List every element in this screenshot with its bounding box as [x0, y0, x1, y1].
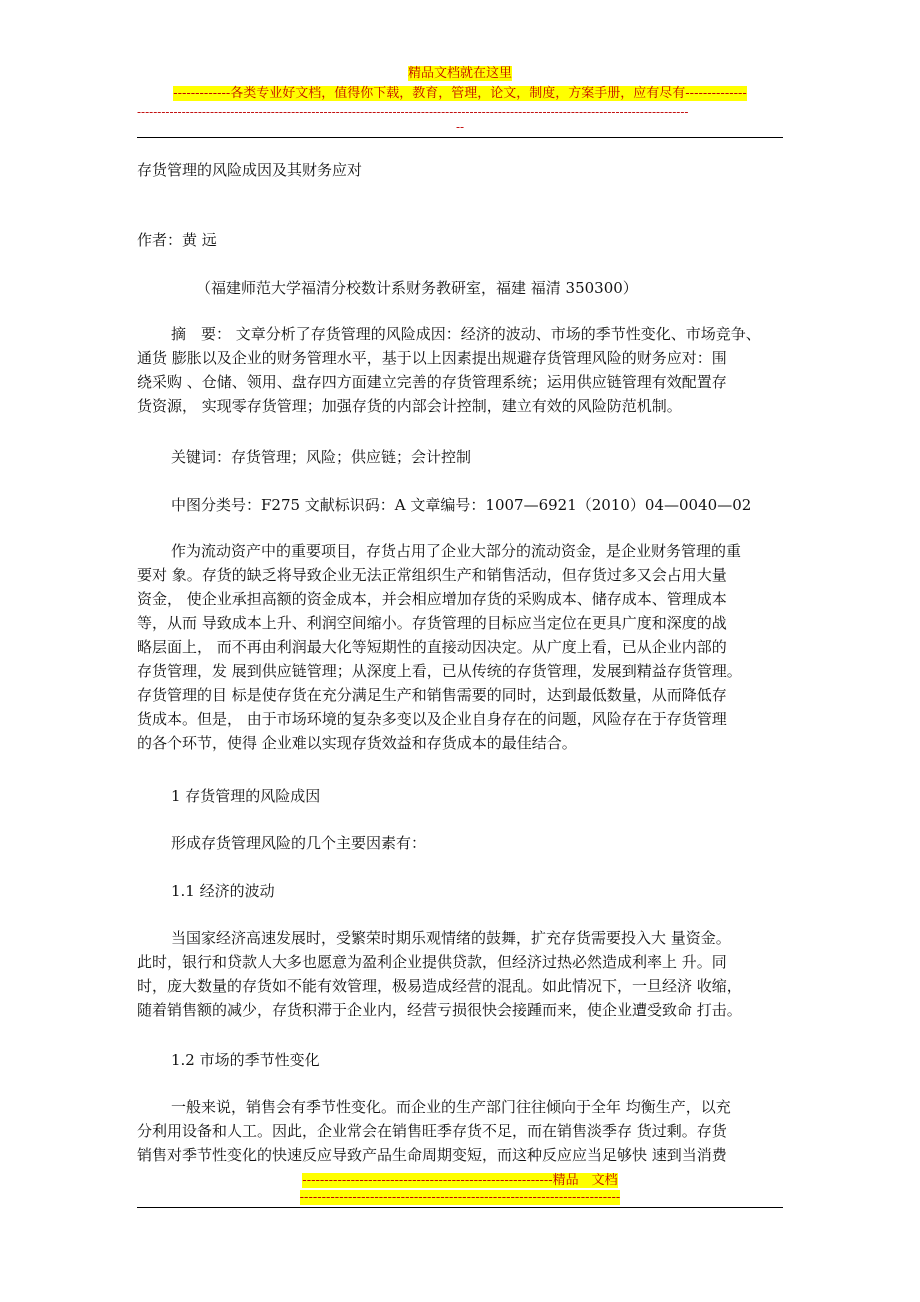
paragraph-line: 货成本。但是， 由于市场环境的复杂多变以及企业自身存在的问题，风险存在于存货管理 [137, 710, 727, 728]
paragraph-line: 一般来说，销售会有季节性变化。而企业的生产部门往往倾向于全年 均衡生产，以充 [171, 1098, 731, 1116]
footer-rule [137, 1207, 783, 1208]
section-intro: 形成存货管理风险的几个主要因素有： [171, 834, 427, 852]
abstract-line: 通货 膨胀以及企业的财务管理水平，基于以上因素提出规避存货管理风险的财务应对：围 [137, 349, 727, 367]
paragraph-line: 作为流动资产中的重要项目，存货占用了企业大部分的流动资金，是企业财务管理的重 [171, 542, 742, 560]
article-affiliation: （福建师范大学福清分校数计系财务教研室，福建 福清 350300） [196, 279, 638, 297]
subsection-heading: 1.1 经济的波动 [171, 882, 275, 900]
section-heading: 1 存货管理的风险成因 [171, 787, 321, 805]
header-banner-tagline: -------------各类专业好文档，值得你下载，教育，管理，论文，制度，方案手册，应有尽有-------------- [173, 86, 747, 101]
paragraph-line: 存货管理的目 标是使存货在充分满足生产和销售需要的同时，达到最低数量，从而降低存 [137, 686, 727, 704]
abstract [137, 322, 783, 418]
paragraph-line: 销售对季节性变化的快速反应导致产品生命周期变短，而这种反应应当足够快 速到当消费 [137, 1146, 727, 1164]
header-rule [137, 137, 783, 138]
footer-banner: ---------------------------------------------------------精品 文档 [302, 1173, 618, 1188]
header-banner-title: 精品文档就在这里 [407, 66, 512, 81]
header-dash-tail: -- [455, 120, 465, 134]
paragraph-line: 时，庞大数量的存货如不能有效管理，极易造成经营的混乱。如此情况下，一旦经济 收缩， [137, 977, 742, 995]
paragraph-line: 的各个环节，使得 企业难以实现存货效益和存货成本的最佳结合。 [137, 734, 577, 752]
subsection-paragraph [137, 926, 783, 1022]
footer-dash-line: ------------------------------------------------------------------------- [299, 1190, 621, 1205]
paragraph-line: 随着销售额的减少，存货积滞于企业内，经营亏损很快会接踵而来，使企业遭受致命 打击。 [137, 1001, 742, 1019]
paragraph-line: 分利用设备和人工。因此，企业常会在销售旺季存货不足，而在销售淡季存 货过剩。存货 [137, 1122, 727, 1140]
intro-paragraph [137, 539, 783, 755]
keywords: 关键词：存货管理；风险；供应链；会计控制 [171, 448, 472, 466]
paragraph-line: 存货管理，发 展到供应链管理；从深度上看，已从传统的存货管理，发展到精益存货管理。 [137, 662, 742, 680]
article-title: 存货管理的风险成因及其财务应对 [137, 161, 363, 179]
paragraph-line: 当国家经济高速发展时，受繁荣时期乐观情绪的鼓舞，扩充存货需要投入大 量资金。 [171, 929, 731, 947]
abstract-line: 货资源， 实现零存货管理；加强存货的内部会计控制，建立有效的风险防范机制。 [137, 397, 682, 415]
classification-line: 中图分类号：F275 文献标识码：A 文章编号：1007—6921（2010）04—0040—02 [171, 496, 752, 514]
abstract-line: 绕采购 、仓储、领用、盘存四方面建立完善的存货管理系统；运用供应链管理有效配置存 [137, 373, 727, 391]
article-author: 作者：黄 远 [137, 231, 217, 249]
header-dash-line: ---------------------------------------------------------------------------------------------------------------------------------------- [137, 105, 689, 119]
paragraph-line: 此时，银行和贷款人大多也愿意为盈利企业提供贷款，但经济过热必然造成利率上 升。同 [137, 953, 727, 971]
paragraph-line: 要对 象。存货的缺乏将导致企业无法正常组织生产和销售活动，但存货过多又会占用大量 [137, 566, 727, 584]
subsection-paragraph [137, 1095, 783, 1167]
paragraph-line: 略层面上， 而不再由利润最大化等短期性的直接动因决定。从广度上看，已从企业内部的 [137, 638, 727, 656]
subsection-heading: 1.2 市场的季节性变化 [171, 1051, 320, 1069]
paragraph-line: 资金， 使企业承担高额的资金成本，并会相应增加存货的采购成本、储存成本、管理成本 [137, 590, 727, 608]
abstract-line: 摘 要： 文章分析了存货管理的风险成因：经济的波动、市场的季节性变化、市场竞争、 [171, 325, 761, 343]
paragraph-line: 等，从而 导致成本上升、利润空间缩小。存货管理的目标应当定位在更具广度和深度的战 [137, 614, 727, 632]
